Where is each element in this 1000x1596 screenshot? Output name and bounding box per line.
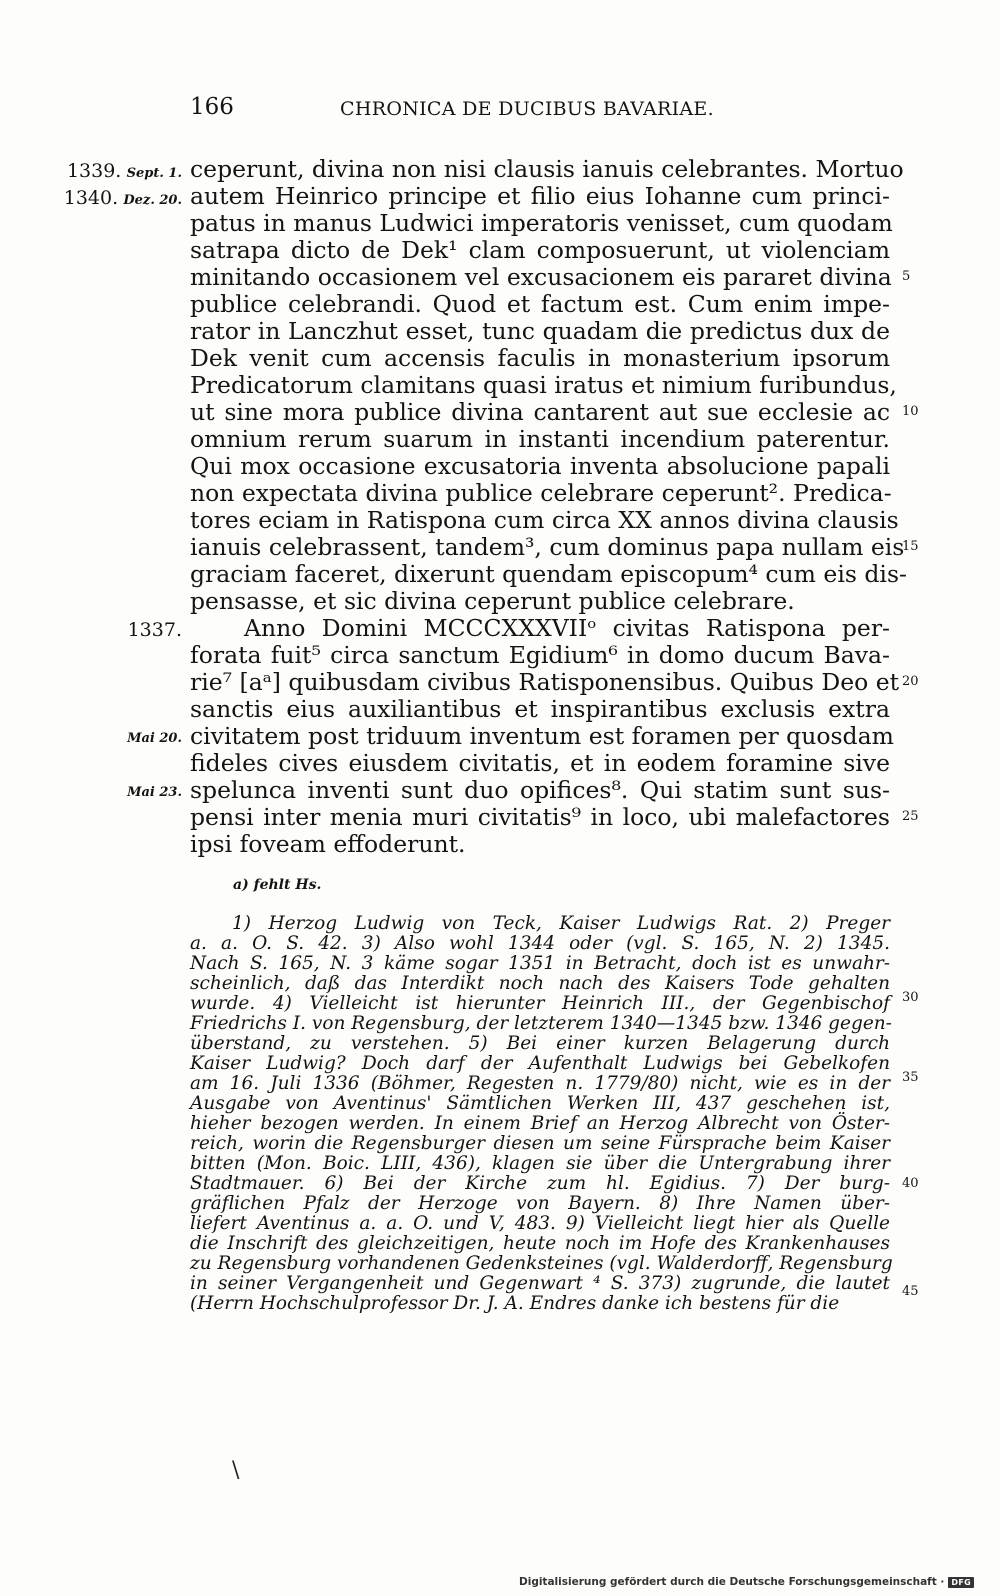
text-line: Dek venit cum accensis faculis in monasterium ipsorum (190, 344, 890, 372)
footnote-line: bitten (Mon. Boic. LIII, 436), klagen sie über die Untergrabung ihrer (190, 1153, 890, 1174)
text-line: ut sine mora publice divina cantarent aut sue ecclesie ac (190, 398, 890, 426)
footnote-line: die Inschrift des gleichzeitigen, heute noch im Hofe des Krankenhauses (190, 1233, 890, 1254)
footnote-line: in seiner Vergangenheit und Gegenwart ⁴ S. 373) zugrunde, die lautet (190, 1273, 890, 1294)
scan-mark: \ (232, 1458, 240, 1483)
page-header (0, 94, 1000, 134)
text-line: satrapa dicto de Dek¹ clam composuerunt, ut violenciam (190, 236, 890, 264)
text-line: Qui mox occasione excusatoria inventa absolucione papali (190, 452, 890, 480)
text-line: graciam faceret, dixerunt quendam episcopum⁴ cum eis dis- (190, 560, 907, 588)
text-line: spelunca inventi sunt duo opifices⁸. Qui statim sunt sus- (190, 776, 890, 804)
line-number: 45 (902, 1284, 919, 1299)
margin-date: 1339. Sept. 1. (66, 160, 182, 182)
text-line: ceperunt, divina non nisi clausis ianuis celebrantes. Mortuo (190, 155, 904, 183)
text-line: rator in Lanczhut esset, tunc quadam die predictus dux de (190, 317, 890, 345)
text-line: Anno Domini MCCCXXXVIIᵒ civitas Ratispona per- (244, 614, 890, 642)
footnote-line: reich, worin die Regensburger diesen um seine Fürsprache beim Kaiser (190, 1133, 890, 1154)
page-number: 166 (190, 94, 234, 120)
margin-date: Mai 20. (127, 731, 182, 746)
credit-text: Digitalisierung gefördert durch die Deutsche Forschungsgemeinschaft · (519, 1576, 945, 1588)
running-title: CHRONICA DE DUCIBUS BAVARIAE. (340, 98, 714, 120)
critical-apparatus: a) fehlt Hs. (233, 877, 322, 893)
text-line: fideles cives eiusdem civitatis, et in eodem foramine sive (190, 749, 890, 777)
footnote-line: a. a. O. S. 42. 3) Also wohl 1344 oder (vgl. S. 165, N. 2) 1345. (190, 933, 890, 954)
footnote-line: überstand, zu verstehen. 5) Bei einer kurzen Belagerung durch (190, 1033, 890, 1054)
line-number: 40 (902, 1176, 919, 1191)
line-number: 5 (902, 269, 911, 284)
footnote-line: Friedrichs I. von Regensburg, der letzterem 1340—1345 bzw. 1346 gegen- (190, 1013, 892, 1034)
footnote-line: am 16. Juli 1336 (Böhmer, Regesten n. 1779/80) nicht, wie es in der (190, 1073, 890, 1094)
text-line: patus in manus Ludwici imperatoris venisset, cum quodam (190, 209, 893, 237)
text-line: pensi inter menia muri civitatis⁹ in loco, ubi malefactores (190, 803, 890, 831)
text-line: autem Heinrico principe et filio eius Iohanne cum princi- (190, 182, 890, 210)
text-line: ianuis celebrassent, tandem³, cum dominus papa nullam eis (190, 533, 905, 561)
footnote-line: scheinlich, daß das Interdikt noch nach des Kaisers Tode gehalten (190, 973, 890, 994)
margin-date: 1337. (127, 619, 182, 641)
text-line: ipsi foveam effoderunt. (190, 830, 466, 858)
footnote-line: Ausgabe von Aventinus' Sämtlichen Werken III, 437 geschehen ist, (190, 1093, 890, 1114)
text-line: forata fuit⁵ circa sanctum Egidium⁶ in domo ducum Bava- (190, 641, 890, 669)
footnote-line: Kaiser Ludwig? Doch darf der Aufenthalt Ludwigs bei Gebelkofen (190, 1053, 890, 1074)
text-line: pensasse, et sic divina ceperunt publice celebrare. (190, 587, 795, 615)
footnote-line: gräflichen Pfalz der Herzoge von Bayern. 8) Ihre Namen über- (190, 1193, 890, 1214)
digitization-credit (519, 1576, 974, 1588)
text-line: non expectata divina publice celebrare ceperunt². Predica- (190, 479, 892, 507)
line-number: 25 (902, 809, 919, 824)
footnote-line: hieher bezogen werden. In einem Brief an Herzog Albrecht von Öster- (190, 1113, 890, 1134)
footnote-line: 1) Herzog Ludwig von Teck, Kaiser Ludwigs Rat. 2) Preger (232, 913, 890, 934)
text-line: omnium rerum suarum in instanti incendium paterentur. (190, 425, 890, 453)
footnote-line: Nach S. 165, N. 3 käme sogar 1351 in Betracht, doch ist es unwahr- (190, 953, 890, 974)
line-number: 15 (902, 539, 919, 554)
line-number: 10 (902, 404, 919, 419)
footnote-line: liefert Aventinus a. a. O. und V, 483. 9) Vielleicht liegt hier als Quelle (190, 1213, 890, 1234)
margin-date: 1340. Dez. 20. (63, 187, 182, 209)
footnote-line: (Herrn Hochschulprofessor Dr. J. A. Endres danke ich bestens für die (190, 1293, 840, 1314)
text-line: publice celebrandi. Quod et factum est. Cum enim impe- (190, 290, 890, 318)
text-line: minitando occasionem vel excusacionem eis pararet divina (190, 263, 892, 291)
margin-date: Mai 23. (127, 785, 182, 800)
line-number: 30 (902, 990, 919, 1005)
line-number: 20 (902, 674, 919, 689)
footnote-line: Stadtmauer. 6) Bei der Kirche zum hl. Egidius. 7) Der burg- (190, 1173, 890, 1194)
line-number: 35 (902, 1070, 919, 1085)
text-line: civitatem post triduum inventum est foramen per quosdam (190, 722, 894, 750)
footnote-line: wurde. 4) Vielleicht ist hierunter Heinrich III., der Gegenbischof (190, 993, 890, 1014)
text-line: Predicatorum clamitans quasi iratus et nimium furibundus, (190, 371, 897, 399)
text-line: rie⁷ [aᵃ] quibusdam civibus Ratisponensibus. Quibus Deo et (190, 668, 900, 696)
dfg-logo: DFG (948, 1577, 974, 1588)
text-line: tores eciam in Ratispona cum circa XX annos divina clausis (190, 506, 899, 534)
footnote-line: zu Regensburg vorhandenen Gedenksteines (vgl. Walderdorff, Regensburg (190, 1253, 893, 1274)
text-line: sanctis eius auxiliantibus et inspirantibus exclusis extra (190, 695, 890, 723)
